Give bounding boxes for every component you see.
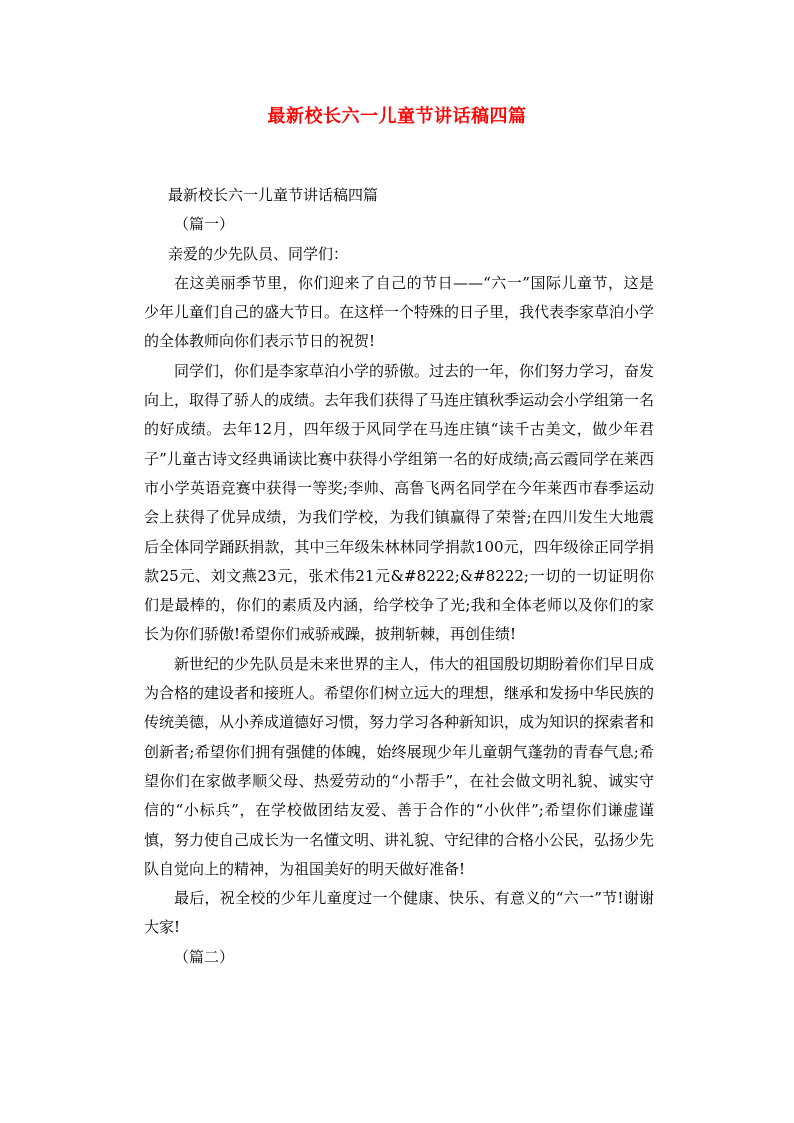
part-two-label: （篇二） bbox=[174, 947, 235, 966]
body-heading: 最新校长六一儿童节讲话稿四篇 bbox=[168, 186, 379, 204]
paragraph: 在这美丽季节里，你们迎来了自己的节日——“六一”国际儿童节，这是少年儿童们自己的盛大节日。在这样一个特殊的日子里，我代表李家草泊小学的全体教师向你们表示节日的祝贺! bbox=[144, 273, 655, 351]
document-title: 最新校长六一儿童节讲话稿四篇 bbox=[267, 106, 527, 127]
document-body bbox=[144, 181, 654, 972]
paragraph: 新世纪的少先队员是未来世界的主人，伟大的祖国殷切期盼着你们早日成为合格的建设者和接班人。希望你们树立远大的理想，继承和发扬中华民族的传统美德，从小养成道德好习惯，努力学习各种新知识，成为知识的探索者和创新者;希望你们拥有强健的体魄，始终展现少年儿童朝气蓬勃的青春气息;希望你们在家做孝顺父母、热爱劳动的“小帮手”，在社会做文明礼貌、诚实守信的“小标兵”，在学校做团结友爱、善于合作的“小伙伴”;希望你们谦虚谨慎，努力使自己成长为一名懂文明、讲礼貌、守纪律的合格小公民，弘扬少先队自觉向上的精神，为祖国美好的明天做好准备! bbox=[144, 654, 655, 878]
part-one-label: （篇一） bbox=[174, 215, 235, 234]
paragraph: 同学们，你们是李家草泊小学的骄傲。过去的一年，你们努力学习，奋发向上，取得了骄人的成绩。去年我们获得了马连庄镇秋季运动会小学组第一名的好成绩。去年12月，四年级于风同学在马连庄镇“读千古美文，做少年君子”儿童古诗文经典诵读比赛中获得小学组第一名的好成绩;高云霞同学在莱西市小学英语竞赛中获得一等奖;李帅、高鲁飞两名同学在今年莱西市春季运动会上获得了优异成绩，为我们学校，为我们镇赢得了荣誉;在四川发生大地震后全体同学踊跃捐款，其中三年级朱林林同学捐款100元，四年级徐正同学捐款25元、刘文燕23元，张术伟21元&#8222;&#8222;一切的一切证明你们是最棒的，你们的素质及内涵，给学校争了光;我和全体老师以及你们的家长为你们骄傲!希望你们戒骄戒躁，披荆斩棘，再创佳绩! bbox=[144, 361, 655, 644]
paragraph: 最后，祝全校的少年儿童度过一个健康、快乐、有意义的“六一”节!谢谢大家! bbox=[144, 889, 654, 937]
salutation: 亲爱的少先队员、同学们： bbox=[168, 244, 349, 263]
